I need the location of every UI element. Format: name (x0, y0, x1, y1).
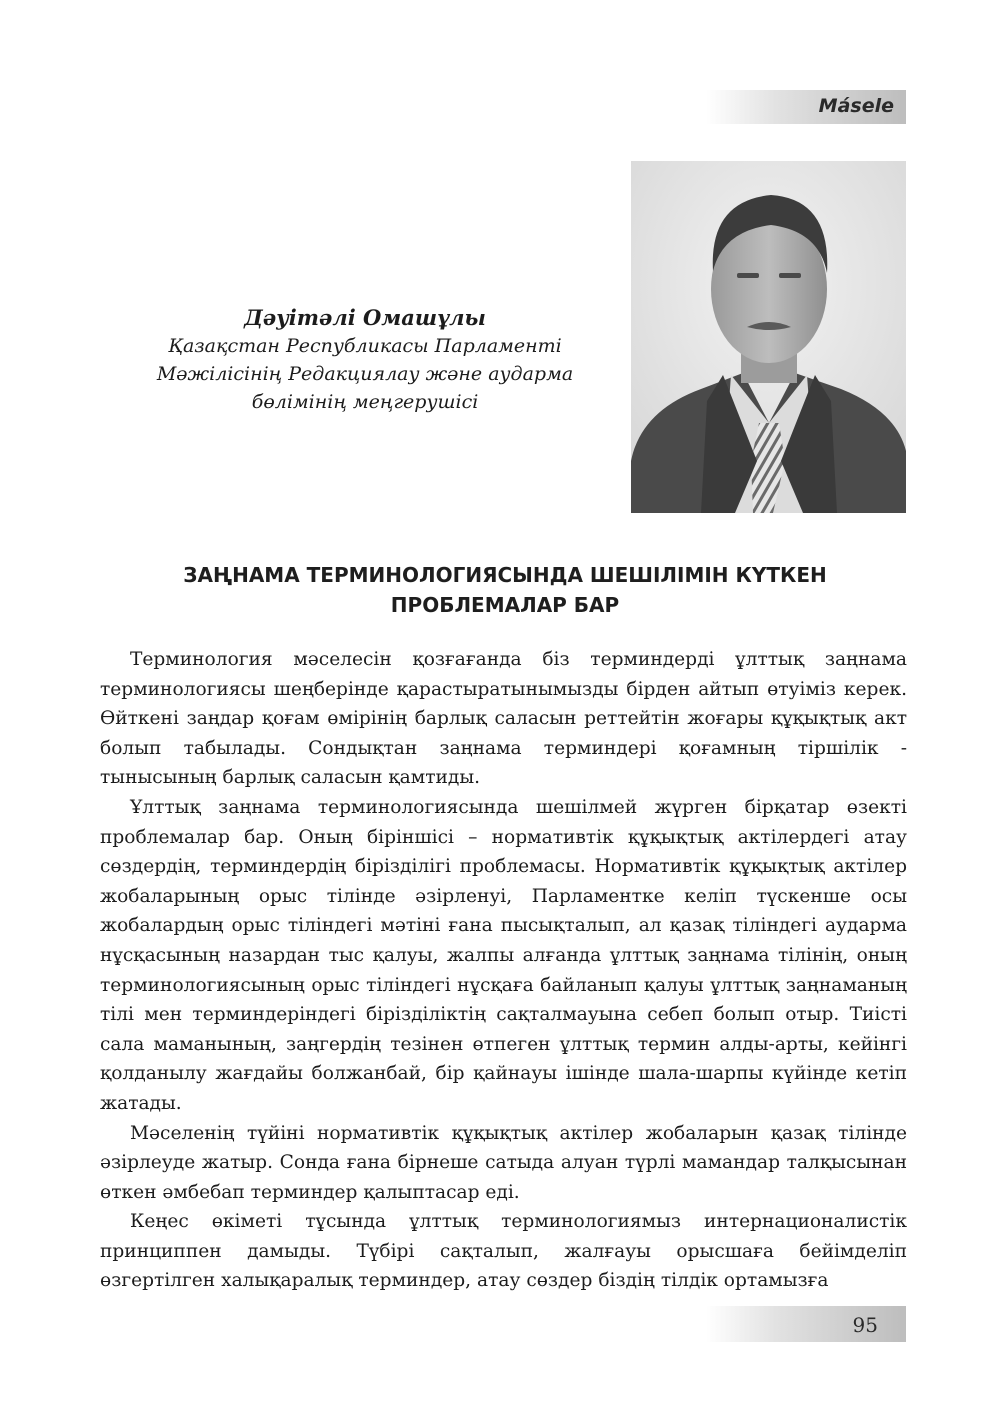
author-photo (631, 161, 906, 513)
author-name: Дәуітәлі Омашұлы (244, 305, 486, 330)
article-paragraph: Мәселенің түйіні нормативтік құқықтық актілер жобаларын қазақ тілінде әзірлеуде жатыр. Сонда ғана бірнеше сатыда алуан түрлі мамандар талқысынан өткен әмбебап терминдер қалыптасар еді. (100, 1122, 907, 1203)
article-title (100, 560, 910, 620)
article-body (100, 645, 907, 1296)
article-paragraph: Ұлттық заңнама терминологиясында шешілмей жүрген бірқатар өзекті проблемалар бар. Оның біріншісі – нормативтік құқықтық актілердегі атау сөздердің, терминдердің біріздiлігі проблемасы. Нормативтік құқықтық актілер жобаларының орыс тілінде әзірленуі, Парламентке келіп түскенше осы жобалардың орыс тіліндегі мәтіні ғана пысықталып, ал қазақ тіліндегі аударма нұсқасының назардан тыс қалуы, жалпы алғанда ұлттық заңнама тілінің, оның терминологиясының орыс тіліндегі нұсқаға байланып қалуы ұлттық заңнаманың тілі мен терминдеріндегі біріздiліктің сақталмауына себеп болып отыр. Тиісті сала маманының, заңгердің тезінен өтпеген ұлттық термин алды-арты, кейінгі қолданылу жағдайы болжанбай, бір қайнауы ішінде шала-шарпы күйінде кетіп жатады. (100, 796, 907, 1114)
section-label: Másele (818, 95, 894, 117)
article-paragraph: Терминология мәселесін қозғағанда біз терминдерді ұлттық заңнама терминологиясы шеңберінде қарастыратынымызды бірден айтып өтуіміз керек. Өйткені заңдар қоғам өмірінің барлық саласын реттейтін жоғары құқықтық акт болып табылады. Сондықтан заңнама терминдері қоғамның тіршілік - тынысының барлық саласын қамтиды. (100, 649, 907, 789)
section-header-tab (706, 90, 906, 124)
author-role-line: Мәжілісінің Редакциялау және аударма (156, 363, 574, 385)
page-number: 95 (852, 1313, 878, 1337)
article-title-line: ЗАҢНАМА ТЕРМИНОЛОГИЯСЫНДА ШЕШІЛІМІН КҮТКЕН (183, 563, 827, 587)
article-title-line: ПРОБЛЕМАЛАР БАР (390, 593, 620, 617)
author-role-line: бөлімінің меңгерушісі (251, 391, 479, 413)
author-block (130, 303, 600, 416)
author-role-line: Қазақстан Республикасы Парламенті (168, 335, 562, 357)
page-number-tab (706, 1306, 906, 1342)
article-paragraph: Кеңес өкіметі тұсында ұлттық терминологиямыз интернационалистік принциппен дамыды. Түбірі сақталып, жалғауы орысшаға бейімделіп өзгертілген халықаралық терминдер, атау сөздер біздің тілдік ортамызға (100, 1211, 907, 1292)
